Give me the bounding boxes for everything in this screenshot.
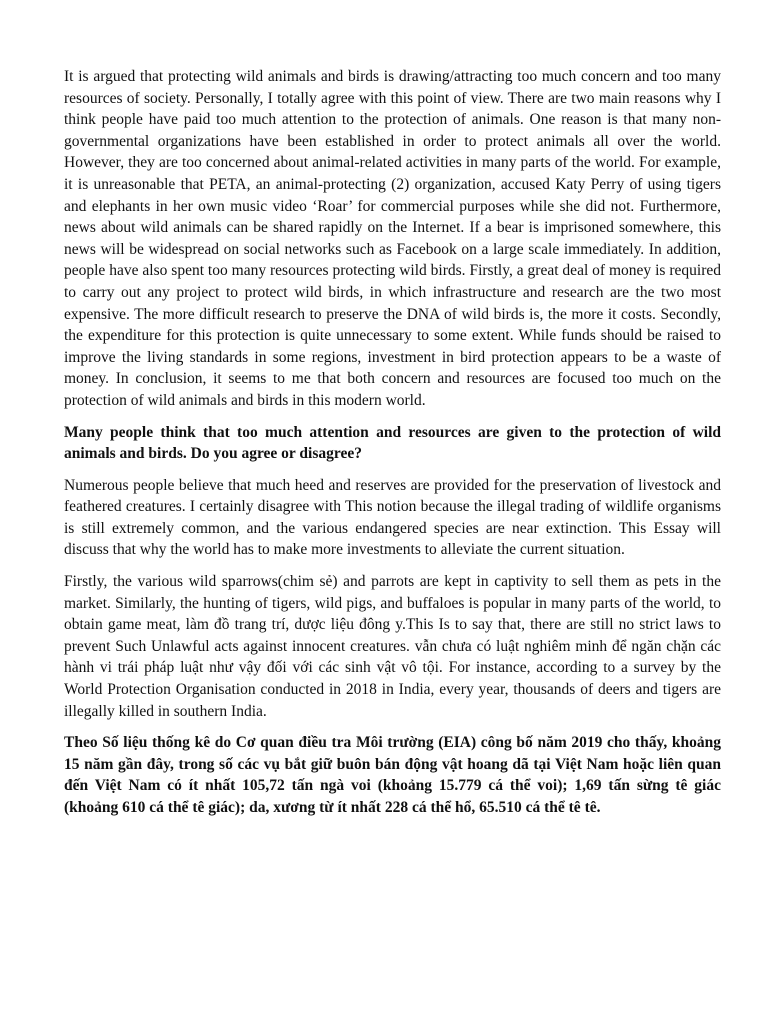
statistics-paragraph: Theo Số liệu thống kê do Cơ quan điều tra Môi trường (EIA) công bố năm 2019 cho thấy, khoảng 15 năm gần đây, trong số các vụ bắt giữ buôn bán động vật hoang dã tại Việt Nam hoặc liên quan đến Việt Nam có ít nhất 105,72 tấn ngà voi (khoảng 15.779 cá thể voi); 1,69 tấn sừng tê giác (khoảng 610 cá thể tê giác); da, xương từ ít nhất 228 cá thể hổ, 65.510 cá thể tê tê. [64, 734, 721, 816]
essay-paragraph-body: Firstly, the various wild sparrows(chim sẻ) and parrots are kept in captivity to sell them as pets in the market. Similarly, the hunting of tigers, wild pigs, and buffaloes is popular in many parts of the world, to obtain game meat, làm đồ trang trí, dược liệu đông y.This Is to say that, there are still no strict laws to prevent Such Unlawful acts against innocent creatures. vẫn chưa có luật nghiêm minh để ngăn chặn các hành vi trái pháp luật như vậy đối với các sinh vật vô tội. For instance, according to a survey by the World Protection Organisation conducted in 2018 in India, every year, thousands of deers and tigers are illegally killed in southern India. [64, 573, 721, 720]
essay-question-heading: Many people think that too much attention and resources are given to the protection of wild animals and birds. Do you agree or disagree? [64, 423, 721, 463]
essay-paragraph-agree: It is argued that protecting wild animals and birds is drawing/attracting too much concern and too many resources of society. Personally, I totally agree with this point of view. There are two main reasons why I think people have paid too much attention to the protection of animals. One reason is that many non-governmental organizations have been established in order to protect animals all over the world. However, they are too concerned about animal-related activities in many parts of the world. For example, it is unreasonable that PETA, an animal-protecting (2) organization, accused Katy Perry of using tigers and elephants in her own music video ‘Roar’ for commercial purposes while she did not. Furthermore, news about wild animals can be shared rapidly on the Internet. If a bear is imprisoned somewhere, this news will be widespread on social networks such as Facebook on a large scale immediately. In addition, people have also spent too many resources protecting wild birds. Firstly, a great deal of money is required to carry out any project to protect wild birds, in which infrastructure and research are the two most expensive. The more difficult research to preserve the DNA of wild birds is, the more it costs. Secondly, the expenditure for this protection is quite unnecessary to some extent. While funds should be raised to improve the living standards in some regions, investment in bird protection appears to be a waste of money. In conclusion, it seems to me that both concern and resources are focused too much on the protection of wild animals and birds in this modern world. [64, 68, 721, 409]
essay-paragraph-intro: Numerous people believe that much heed and reserves are provided for the preservation of livestock and feathered creatures. I certainly disagree with This notion because the illegal trading of wildlife organisms is still extremely common, and the various endangered species are near extinction. This Essay will discuss that why the world has to make more investments to alleviate the current situation. [64, 476, 721, 559]
document-page [64, 66, 721, 829]
